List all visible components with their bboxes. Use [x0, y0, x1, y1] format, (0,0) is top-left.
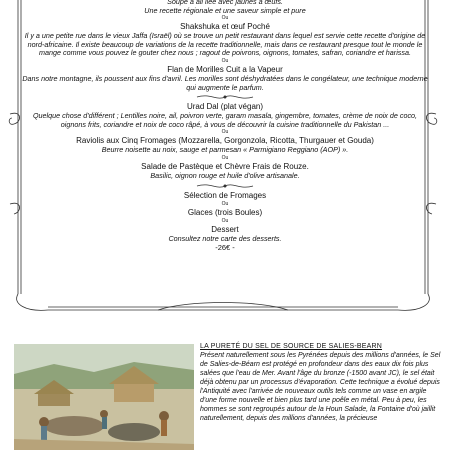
menu-price: -26€ -	[215, 243, 235, 253]
salt-article	[200, 342, 442, 423]
dish-name: Urad Dal (plat végan)	[186, 102, 264, 112]
separator-ou: Ou	[221, 217, 229, 224]
dessert-description: Consultez notre carte des desserts.	[168, 233, 282, 243]
dish-description: Basilic, oignon rouge et huile d'olive artisanale.	[150, 170, 300, 180]
ornament-divider	[195, 182, 255, 190]
salt-title: LA PURETÉ DU SEL DE SOURCE DE SALIES-BEARN	[200, 343, 383, 350]
dish-description: Beurre noisette au noix, sauge et parmesan « Parmigiano Reggiano (AOP) ».	[101, 145, 349, 155]
separator-ou: Ou	[221, 15, 229, 22]
separator-ou: Ou	[221, 129, 229, 136]
menu-top-line: Soupe à ail liée avec jaunes à œufs.	[167, 0, 283, 6]
dish-description: Il y a une petite rue dans le vieux Jaffa (Israël) où se trouve un petit restaurant dans lequel est servie cette recette d'origine de nord-africaine. Il existe beaucoup de variations de la recette traditionnelle, mais dans ce restaurant presque tout le monde le mange comme vous pouvez le gouter chez nous ; ragout de poivrons, oignons, tomates, safran, coriandre et harissa.	[24, 31, 426, 58]
dish-name: Flan de Morilles Cuit a la Vapeur	[167, 64, 283, 74]
dish-description: Dans notre montagne, ils poussent aux fins d'avril. Les morilles sont déshydratées dans le congélateur, une technique moderne qui augmente le parfum.	[22, 73, 428, 92]
menu-top-desc: Une recette régionale et une saveur simple et pure	[144, 5, 306, 15]
cheese-selection: Sélection de Fromages	[183, 190, 267, 200]
separator-ou: Ou	[221, 200, 229, 207]
dessert: Dessert	[211, 224, 239, 234]
dish-name: Salade de Pastèque et Chèvre Frais de Rouze.	[141, 161, 309, 171]
ornament-divider	[195, 93, 255, 101]
dish-name: Shakshuka et œuf Poché	[180, 22, 270, 32]
salt-painting	[14, 344, 194, 450]
dish-name: Raviolis aux Cinq Fromages (Mozzarella, Gorgonzola, Ricotta, Thurgauer et Gouda)	[76, 136, 374, 146]
dish-description: Quelque chose d'différent ; Lentilles noire, ail, poivron verte, garam masala, gingembre, tomates, crème de noix de coco, oignons frits, coriandre et noix de coco râpé, à vous de découvrir la cuisine traditionnelle du Pakistan ...	[32, 111, 418, 129]
separator-ou: Ou	[221, 154, 229, 161]
menu	[20, 0, 430, 253]
separator-ou: Ou	[221, 57, 229, 64]
ice-cream: Glaces (trois Boules)	[187, 207, 263, 217]
salt-body: Présent naturellement sous les Pyrénées depuis des millions d'années, le Sel de Salies-de-Béarn est protégé en profondeur dans des eaux dix fois plus salées que l'eau de Mer. Avant l'âge du bronze (-1500 avant JC), le sel était déjà obtenu par un processus d'évaporation. Cette technique a évolué depuis l'Antiquité avec l'arrivée de nouveaux outils tels comme un vase en argile d'une forme nouvelle et bien plus tard une poêle en métal. Peu à peu, les hommes se sont regroupés autour de la Houn Salade, la Fontaine d'où jaillit naturellement, depuis des millions d'années, la précieuse	[200, 352, 441, 422]
